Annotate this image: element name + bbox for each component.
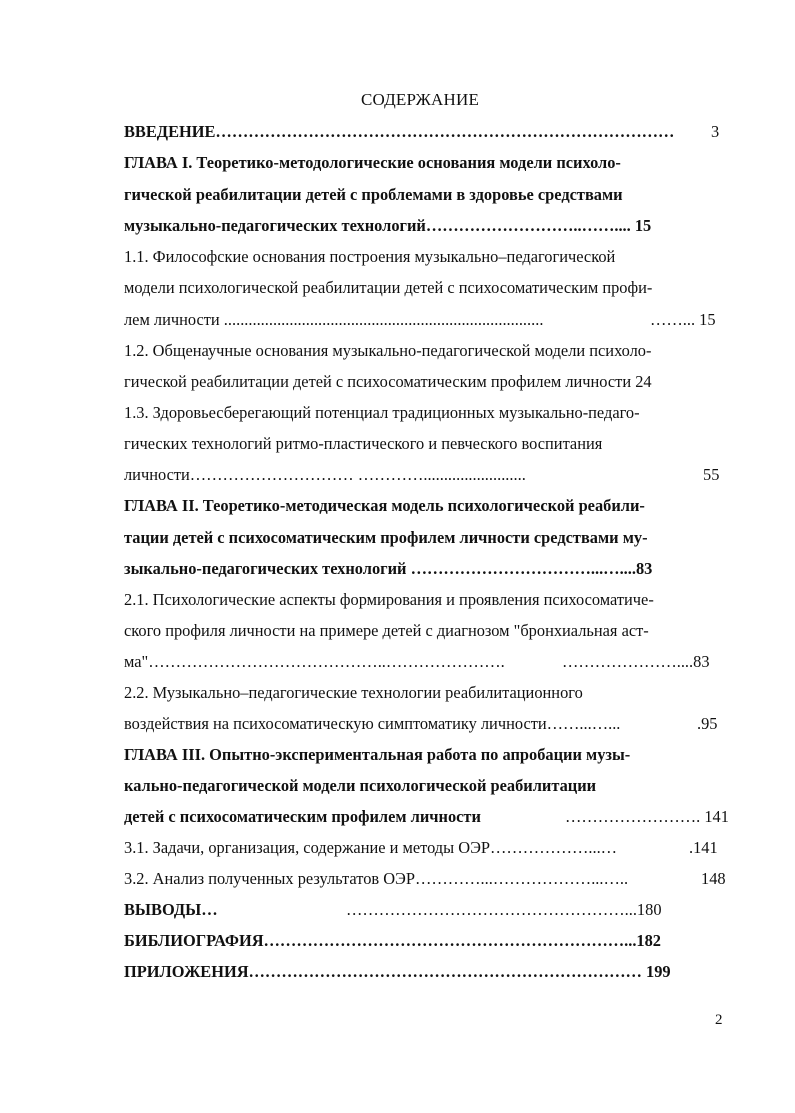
toc-line: лем личности ..............................................................................	[124, 310, 544, 329]
toc-line: кально-педагогической модели психологической реабилитации	[124, 776, 597, 795]
toc-line: ГЛАВА II. Теоретико-методическая модель психологической реабили-	[124, 496, 645, 515]
toc-page-number: ……………………. 141	[565, 807, 729, 826]
toc-line: 3.2. Анализ полученных результатов ОЭР…………...………………...…..	[124, 869, 629, 888]
toc-line: гических технологий ритмо-пластического и певческого воспитания	[124, 434, 603, 453]
toc-line: ВВЕДЕНИЕ…………………………………………………………………………	[124, 122, 675, 141]
toc-line: 1.1. Философские основания построения музыкально–педагогической	[124, 247, 616, 266]
toc-line: ПРИЛОЖЕНИЯ……………………………………………………………… 199	[124, 962, 671, 981]
page-number: 2	[715, 1012, 723, 1028]
toc-line: тации детей с психосоматическим профилем личности средствами му-	[124, 528, 648, 547]
toc-page-number: 55	[703, 465, 720, 484]
page-title: СОДЕРЖАНИЕ	[360, 90, 480, 109]
toc-page-number: 3	[711, 122, 720, 141]
toc-line: гической реабилитации детей с психосоматическим профилем личности 24	[124, 372, 652, 391]
toc-line: ГЛАВА I. Теоретико-методологические основания модели психоло-	[124, 153, 621, 172]
toc-page-number: 148	[701, 869, 726, 888]
toc-line: 1.3. Здоровьесберегающий потенциал традиционных музыкально-педаго-	[124, 403, 640, 422]
toc-line: 3.1. Задачи, организация, содержание и методы ОЭР………………...…	[124, 838, 618, 857]
toc-line: ВЫВОДЫ…	[124, 900, 218, 919]
toc-page-number: .95	[697, 714, 718, 733]
toc-line: ГЛАВА III. Опытно-экспериментальная работа по апробации музы-	[124, 745, 631, 764]
toc-line: зыкально-педагогических технологий ……………………………...…....83	[124, 559, 653, 578]
toc-line: воздействия на психосоматическую симптоматику личности……...…...	[124, 714, 621, 733]
toc-line: 2.2. Музыкально–педагогические технологии реабилитационного	[124, 683, 583, 702]
toc-line: 1.2. Общенаучные основания музыкально-педагогической модели психоло-	[124, 341, 652, 360]
toc-page-number: …………………....83	[562, 652, 710, 671]
toc-line: гической реабилитации детей с проблемами в здоровье средствами	[124, 185, 623, 204]
toc-line: модели психологической реабилитации детей с психосоматическим профи-	[124, 278, 653, 297]
toc-page-number: ……... 15	[650, 310, 716, 329]
toc-line: музыкально-педагогических технологий………………………..…….... 15	[124, 216, 652, 235]
toc-line: личности………………………… ………….........................	[124, 465, 526, 484]
toc-line: БИБЛИОГРАФИЯ…………………………………………………………...182	[124, 931, 662, 950]
toc-line: детей с психосоматическим профилем личности	[124, 807, 481, 826]
toc-line: ма"……………………………………..………………….	[124, 652, 505, 671]
toc-line: ского профиля личности на примере детей с диагнозом "бронхиальная аст-	[124, 621, 649, 640]
toc-line: 2.1. Психологические аспекты формирования и проявления психосоматиче-	[124, 590, 654, 609]
toc-page-number: ……………………………………………...180	[346, 900, 662, 919]
toc-page-number: .141	[689, 838, 718, 857]
